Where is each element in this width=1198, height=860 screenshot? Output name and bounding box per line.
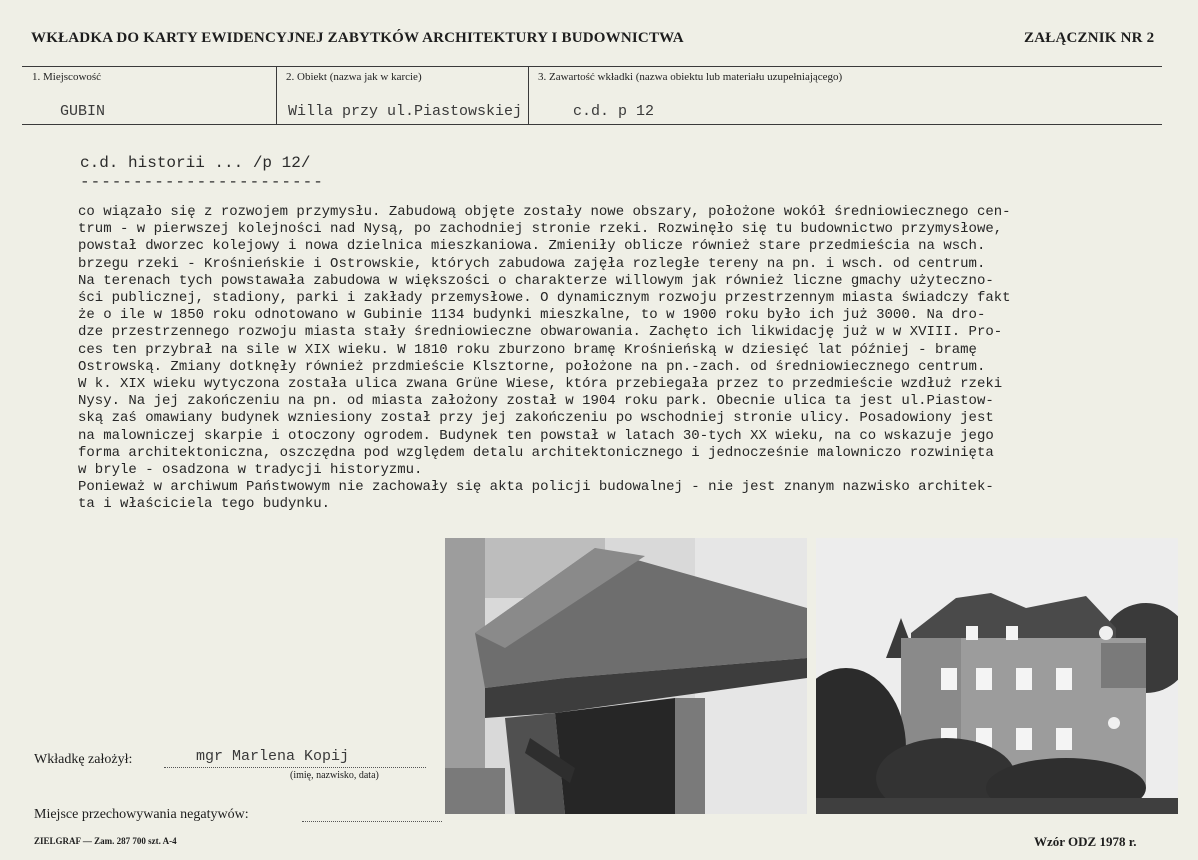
attachment-number: ZAŁĄCZNIK NR 2 <box>1024 30 1155 46</box>
text-line: na malowniczej skarpie i otoczony ogrodem. Budynek ten powstał w latach 30-tych XX wieku, na co wskazuje jego <box>78 427 994 444</box>
founder-value: mgr Marlena Kopij <box>196 748 350 765</box>
object-label: 2. Obiekt (nazwa jak w karcie) <box>286 71 422 83</box>
text-line: Na terenach tych powstawała zabudowa w większości o charakterze willowym jak również liczne gmachy użyteczno- <box>78 272 994 289</box>
negatives-label: Miejsce przechowywania negatywów: <box>34 807 249 822</box>
content-label: 3. Zawartość wkładki (nazwa obiektu lub materiału uzupełniającego) <box>538 71 843 83</box>
text-line: ta i właściciela tego budynku. <box>78 496 331 513</box>
section-heading: c.d. historii ... /p 12/ <box>80 154 311 172</box>
fields-rule <box>22 124 1162 125</box>
negatives-dotted-line <box>302 820 442 822</box>
printer-note: ZIELGRAF — Zam. 287 700 szt. A-4 <box>34 836 177 846</box>
text-line: Ostrowską. Zmiany dotknęły również przdmieście Klsztorne, położone na pn.-zach. od średniowiecznego centrum. <box>78 358 986 375</box>
text-line: w bryle - osadzona w tradycji historyzmu. <box>78 462 423 479</box>
text-line: dze przestrzennego rozwoju miasta stały średniowieczne obwarowania. Zachęto ich likwidację już w w XVIII. Pro- <box>78 324 1003 341</box>
text-line: Ponieważ w archiwum Państwowym nie zachowały się akta policji budowalnej - nie jest znanym nazwisko architek- <box>78 479 994 496</box>
locality-label: 1. Miejscowość <box>32 71 102 83</box>
text-line: powstał dworzec kolejowy i nowa dzielnica mieszkaniowa. Zmieniły oblicze również stare przedmieścia na wsch. <box>78 238 986 255</box>
text-line: W k. XIX wieku wytyczona została ulica zwana Grüne Wiese, która przebiegała przez to przedmieście wzdłuż rzeki <box>78 376 1003 393</box>
locality-value: GUBIN <box>60 103 106 120</box>
text-line: ską zaś omawiany budynek wzniesiony został przy jej zakończeniu po wschodniej stronie ulicy. Posadowiony jest <box>78 410 994 427</box>
balcony-photo-image <box>445 538 807 814</box>
text-line: co wiązało się z rozwojem przymysłu. Zabudową objęte zostały nowe obszary, położone wokół średniowiecznego cen- <box>78 204 1011 220</box>
balcony-photo <box>445 538 807 814</box>
text-line: ces ten przybrał na sile w XIX wieku. W 1810 roku zburzono bramę Krośnieńską w dziesięć lat później - bramę <box>78 341 977 358</box>
villa-photo <box>816 538 1178 814</box>
content-value: c.d. p 12 <box>573 103 655 120</box>
text-line: Nysy. Na jej zakończeniu na pn. od miasta założony został w 1904 roku park. Obecnie ulica ta jest ul.Piastow- <box>78 393 994 410</box>
founder-caption: (imię, nazwisko, data) <box>290 770 379 781</box>
field-divider-2 <box>528 66 529 124</box>
text-line: ści publicznej, stadiony, parki i zakłady przemysłowe. O dynamicznym rozwoju przestrzennym miasta świadczy fakt <box>78 290 1011 307</box>
founder-label: Wkładkę założył: <box>34 752 133 767</box>
text-line: trum - w pierwszej kolejności nad Nysą, po zachodniej stronie rzeki. Rozwinęło się tu budownictwo przymysłowe, <box>78 221 1003 238</box>
section-underline: ----------------------- <box>80 173 324 191</box>
form-number: Wzór ODZ 1978 r. <box>1034 834 1137 849</box>
founder-dotted-line <box>164 766 426 768</box>
text-line: forma architektoniczna, oszczędna pod względem detalu architektonicznego i jednocześnie malowniczo rozwinięta <box>78 444 994 461</box>
object-value: Willa przy ul.Piastowskiej <box>288 103 523 120</box>
text-line: że o ile w 1850 roku odnotowano w Gubinie 1134 budynki mieszkalne, to w 1900 roku było ich już 3000. Na dro- <box>78 307 986 324</box>
form-title: WKŁADKA DO KARTY EWIDENCYJNEJ ZABYTKÓW ARCHITEKTURY I BUDOWNICTWA <box>31 30 684 46</box>
header-rule <box>22 66 1162 67</box>
history-text <box>78 204 1190 514</box>
text-line: brzegu rzeki - Krośnieńskie i Ostrowskie, których zabudowa zajęła rozległe tereny na pn. i wsch. od centrum. <box>78 255 986 272</box>
field-divider-1 <box>276 66 277 124</box>
villa-photo-image <box>816 538 1178 814</box>
